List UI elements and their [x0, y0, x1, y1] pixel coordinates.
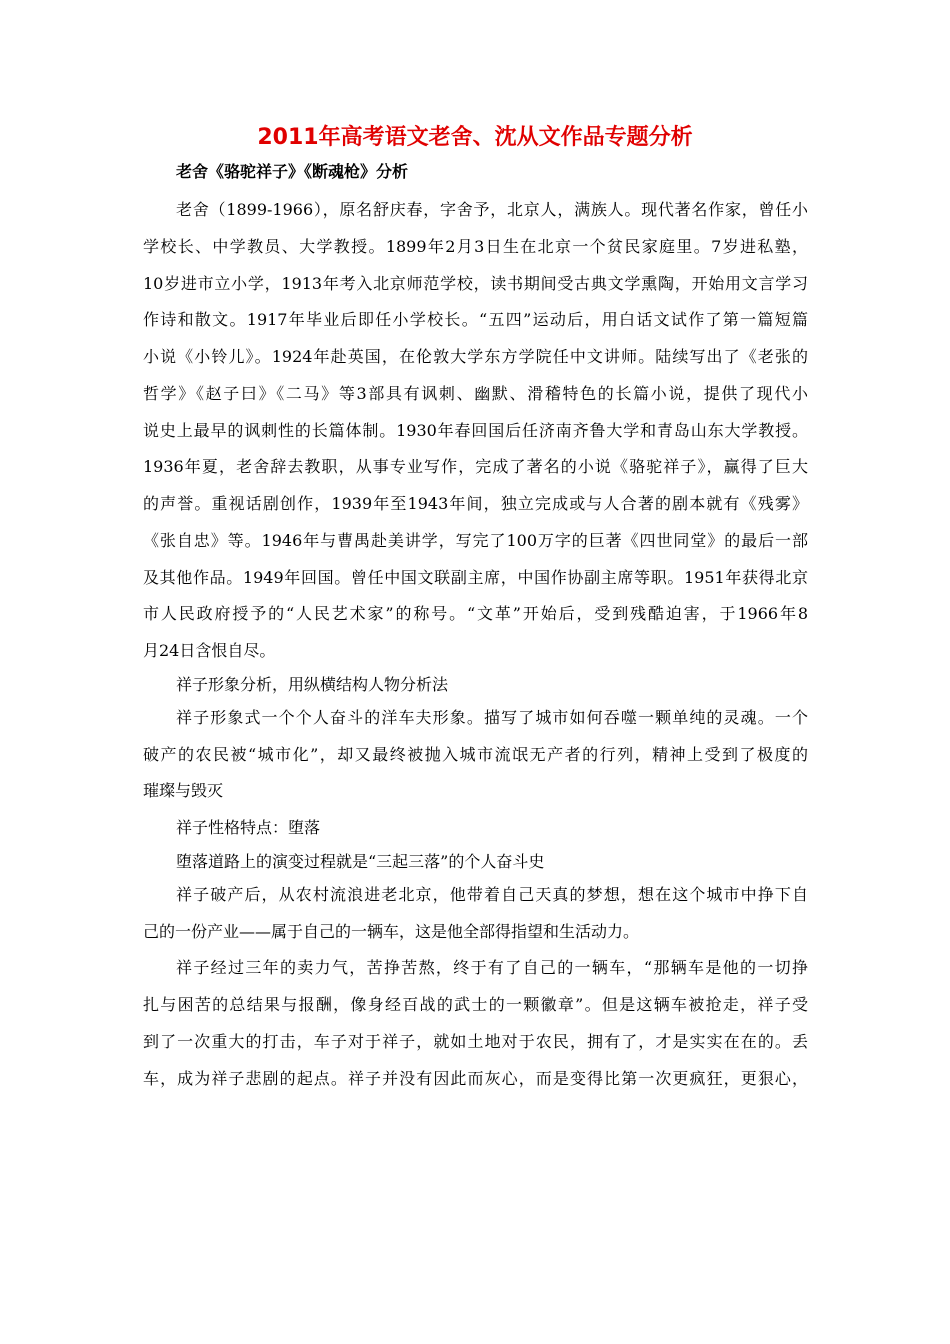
section-heading: 老舍《骆驼祥子》《断魂枪》分析 [176, 162, 409, 181]
text-line: 的声誉。重视话剧创作，1939年至1943年间，独立完成或与人合著的剧本就有《残雾》 [143, 494, 808, 513]
text-line: 作诗和散文。1917年毕业后即任小学校长。“五四”运动后，用白话文试作了第一篇短篇 [143, 310, 808, 330]
text-line: 小说《小铃儿》。1924年赴英国，在伦敦大学东方学院任中文讲师。陆续写出了《老张的 [143, 347, 808, 366]
text-line: 己的一份产业——属于自己的一辆车，这是他全部得指望和生活动力。 [143, 921, 640, 941]
text-line: 祥子性格特点：堕落 [176, 818, 321, 837]
text-line: 祥子形象式一个个人奋斗的洋车夫形象。描写了城市如何吞噬一颗单纯的灵魂。一个 [176, 707, 808, 727]
text-line: 祥子经过三年的卖力气，苦挣苦熬，终于有了自己的一辆车，“那辆车是他的一切挣 [176, 958, 808, 978]
text-line: 璀璨与毁灭 [143, 781, 224, 801]
text-line: 说史上最早的讽刺性的长篇体制。1930年春回国后任济南齐鲁大学和青岛山东大学教授。 [143, 420, 808, 440]
text-line: 《张自忠》等。1946年与曹禺赴美讲学，写完了100万字的巨著《四世同堂》的最后一部 [143, 530, 808, 550]
text-line: 扎与困苦的总结果与报酬，像身经百战的武士的一颗徽章”。但是这辆车被抢走，祥子受 [143, 995, 808, 1014]
text-line: 老舍（1899-1966），原名舒庆春，字舍予，北京人，满族人。现代著名作家，曾任小 [176, 200, 808, 219]
text-line: 月24日含恨自尽。 [143, 641, 276, 660]
text-line: 祥子形象分析，用纵横结构人物分析法 [176, 674, 449, 694]
text-line: 学校长、中学教员、大学教授。1899年2月3日生在北京一个贫民家庭里。7岁进私塾， [143, 236, 808, 256]
document-title: 2011年高考语文老舍、沈从文作品专题分析 [257, 125, 693, 150]
text-line: 堕落道路上的演变过程就是“三起三落”的个人奋斗史 [176, 851, 545, 871]
text-line: 祥子破产后，从农村流浪进老北京，他带着自己天真的梦想，想在这个城市中挣下自 [176, 884, 808, 904]
text-line: 破产的农民被“城市化”，却又最终被抛入城市流氓无产者的行列，精神上受到了极度的 [143, 744, 808, 764]
text-line: 10岁进市立小学，1913年考入北京师范学校，读书期间受古典文学熏陶，开始用文言学习 [143, 273, 808, 293]
text-line: 到了一次重大的打击，车子对于祥子，就如土地对于农民，拥有了，才是实实在在的。丢 [143, 1031, 808, 1051]
text-line: 1936年夏，老舍辞去教职，从事专业写作，完成了著名的小说《骆驼祥子》，赢得了巨大 [143, 457, 808, 477]
text-line: 及其他作品。1949年回国。曾任中国文联副主席，中国作协副主席等职。1951年获得北京 [143, 567, 808, 587]
document-body [143, 192, 808, 1097]
text-line: 车，成为祥子悲剧的起点。祥子并没有因此而灰心，而是变得比第一次更疯狂，更狠心， [143, 1068, 808, 1088]
text-line: 市人民政府授予的“人民艺术家”的称号。“文革”开始后，受到残酷迫害，于1966年8 [143, 604, 808, 624]
text-line: 哲学》《赵子曰》《二马》等3部具有讽刺、幽默、滑稽特色的长篇小说，提供了现代小 [143, 383, 808, 403]
